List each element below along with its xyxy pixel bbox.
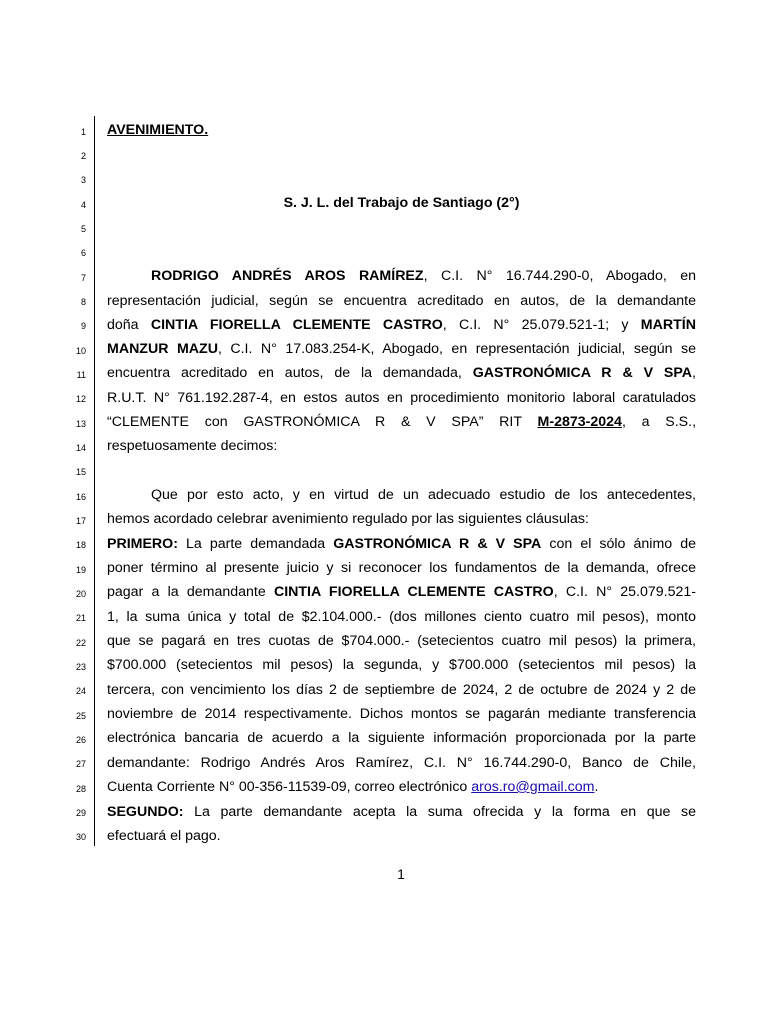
- text-span: , C.I. N° 25.079.521-1; y: [442, 317, 641, 333]
- paragraph-line-28: [107, 778, 696, 796]
- text-span: ,: [692, 365, 696, 381]
- line-number: 5: [80, 224, 86, 234]
- paragraph-line-29: [107, 803, 696, 821]
- line-number: 16: [75, 492, 86, 502]
- line-number: 24: [75, 686, 86, 696]
- text-span: $700.000 (setecientos mil pesos) la segunda, y $700.000 (setecientos mil pesos) la: [107, 657, 696, 673]
- text-span: encuentra acreditado en autos, de la demandada,: [107, 365, 473, 381]
- line-number: 21: [75, 613, 86, 623]
- line-number: 29: [75, 808, 86, 818]
- text-span: Cuenta Corriente N° 00-356-11539-09, correo electrónico: [107, 779, 472, 795]
- plaintiff-name: CINTIA FIORELLA CLEMENTE CASTRO: [273, 584, 554, 600]
- appearing-lawyer-name: RODRIGO ANDRÉS AROS RAMÍREZ: [151, 268, 424, 284]
- line-number: 27: [75, 759, 86, 769]
- line-number: 10: [75, 346, 86, 356]
- defendant-name: GASTRONÓMICA R & V SPA: [472, 365, 693, 381]
- paragraph-line-12: [107, 389, 696, 407]
- document-title: [107, 121, 696, 139]
- text-span: Que por esto acto, y en virtud de un adecuado estudio de los antecedentes,: [151, 487, 696, 503]
- line-number-margin-rule: [94, 116, 95, 846]
- text-span: La parte demandante acepta la suma ofrecida y la forma en que se: [183, 804, 696, 820]
- defendant-name: GASTRONÓMICA R & V SPA: [333, 536, 542, 552]
- text-span: , C.I. N° 25.079.521-: [553, 584, 696, 600]
- paragraph-line-30: [107, 827, 696, 845]
- line-number: 25: [75, 711, 86, 721]
- paragraph-line-20: [107, 583, 696, 601]
- paragraph-line-26: [107, 729, 696, 747]
- line-number: 23: [75, 662, 86, 672]
- text-span: hemos acordado celebrar avenimiento regulado por las siguientes cláusulas:: [107, 511, 589, 527]
- paragraph-line-17: [107, 510, 696, 528]
- paragraph-line-24: [107, 681, 696, 699]
- text-span: , C.I. N° 16.744.290-0, Abogado, en: [423, 268, 696, 284]
- line-number: 19: [75, 565, 86, 575]
- text-span: La parte demandada: [177, 536, 334, 552]
- text-span: poner término al presente juicio y si reconocer los fundamentos de la demanda, ofrece: [107, 560, 696, 576]
- text-span: noviembre de 2014 respectivamente. Dichos montos se pagarán mediante transferencia: [107, 706, 696, 722]
- text-span: pagar a la demandante: [107, 584, 274, 600]
- court-heading: [107, 194, 696, 212]
- text-span: representación judicial, según se encuentra acreditado en autos, de la demandante: [107, 293, 696, 309]
- line-number: 2: [80, 151, 86, 161]
- page-number: 1: [397, 866, 405, 882]
- paragraph-line-27: [107, 754, 696, 772]
- line-number: 28: [75, 784, 86, 794]
- text-span: , C.I. N° 17.083.254-K, Abogado, en representación judicial, según se: [217, 341, 696, 357]
- paragraph-line-14: [107, 437, 696, 455]
- text-span: que se pagará en tres cuotas de $704.000.- (setecientos cuatro mil pesos) la primera,: [107, 633, 696, 649]
- line-number: 15: [75, 467, 86, 477]
- clause-segundo-label: SEGUNDO:: [107, 804, 184, 820]
- paragraph-line-11: [107, 364, 696, 382]
- text-span: respetuosamente decimos:: [107, 438, 278, 454]
- line-number: 14: [75, 443, 86, 453]
- text-span: “CLEMENTE con GASTRONÓMICA R & V SPA” RIT: [107, 414, 538, 430]
- line-number: 30: [75, 832, 86, 842]
- paragraph-line-16: [107, 486, 696, 504]
- paragraph-line-18: [107, 535, 696, 553]
- paragraph-line-7: [107, 267, 696, 285]
- paragraph-line-9: [107, 316, 696, 334]
- paragraph-line-23: [107, 656, 696, 674]
- email-link[interactable]: aros.ro@gmail.com: [471, 779, 595, 795]
- text-span: R.U.T. N° 761.192.287-4, en estos autos en procedimiento monitorio laboral caratulados: [107, 390, 696, 406]
- text-span: 1, la suma única y total de $2.104.000.- (dos millones ciento cuatro mil pesos), monto: [107, 609, 696, 625]
- text-span: con el sólo ánimo de: [541, 536, 697, 552]
- text-span: tercera, con vencimiento los días 2 de septiembre de 2024, 2 de octubre de 2024 y 2 de: [107, 682, 696, 698]
- line-number: 8: [80, 297, 86, 307]
- paragraph-line-13: [107, 413, 696, 431]
- text-span: efectuará el pago.: [107, 828, 221, 844]
- line-number: 7: [80, 273, 86, 283]
- line-number: 18: [75, 540, 86, 550]
- text-span: doña: [107, 317, 151, 333]
- line-number: 6: [80, 248, 86, 258]
- paragraph-line-25: [107, 705, 696, 723]
- text-span: demandante: Rodrigo Andrés Aros Ramírez, C.I. N° 16.744.290-0, Banco de Chile,: [107, 755, 696, 771]
- paragraph-line-8: [107, 292, 696, 310]
- line-number: 22: [75, 638, 86, 648]
- title-text: AVENIMIENTO.: [107, 122, 209, 138]
- text-span: , a S.S.,: [621, 414, 697, 430]
- line-number: 20: [75, 589, 86, 599]
- court-text: S. J. L. del Trabajo de Santiago (2°): [283, 195, 520, 211]
- text-span: electrónica bancaria de acuerdo a la siguiente información proporcionada por la parte: [107, 730, 696, 746]
- paragraph-line-22: [107, 632, 696, 650]
- line-number: 13: [75, 419, 86, 429]
- line-number: 9: [80, 321, 86, 331]
- line-number: 3: [80, 175, 86, 185]
- clause-primero-label: PRIMERO:: [107, 536, 178, 552]
- line-number: 4: [80, 200, 86, 210]
- second-lawyer-first-name: MARTÍN: [640, 317, 696, 333]
- plaintiff-name: CINTIA FIORELLA CLEMENTE CASTRO: [150, 317, 443, 333]
- line-number: 11: [76, 370, 86, 380]
- line-number: 12: [75, 394, 86, 404]
- line-number: 26: [75, 735, 86, 745]
- case-rit-number: M-2873-2024: [537, 414, 622, 430]
- paragraph-line-21: [107, 608, 696, 626]
- line-number: 17: [75, 516, 86, 526]
- paragraph-line-10: [107, 340, 696, 358]
- paragraph-line-19: [107, 559, 696, 577]
- line-number: 1: [80, 127, 86, 137]
- text-span: .: [594, 779, 599, 795]
- second-lawyer-surname: MANZUR MAZU: [107, 341, 218, 357]
